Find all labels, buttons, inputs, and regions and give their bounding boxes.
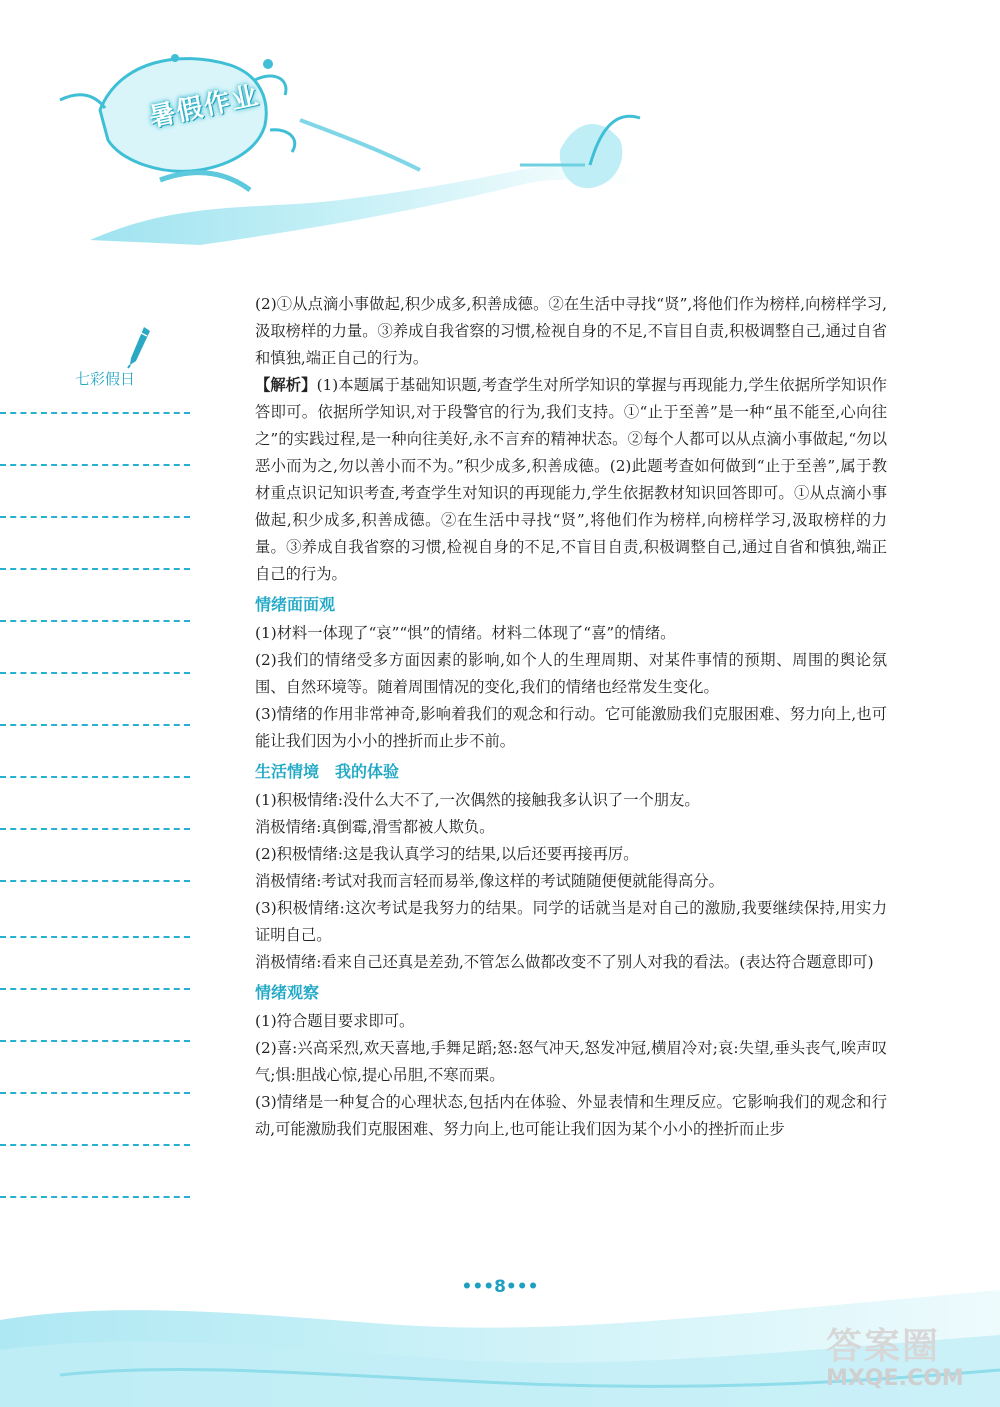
note-line: [0, 620, 190, 622]
note-line: [0, 1092, 190, 1094]
analysis-label: 【解析】: [255, 376, 317, 394]
paragraph: (3)情绪是一种复合的心理状态,包括内在体验、外显表情和生理反应。它影响我们的观念和行动,可能激励我们克服困难、努力向上,也可能让我们因为某个小小的挫折而止步: [255, 1093, 887, 1138]
watermark-logo: 答案圈: [826, 1326, 941, 1367]
section-heading: 情绪观察: [255, 983, 320, 1002]
analysis-text: (1)本题属于基础知识题,考查学生对所学知识的掌握与再现能力,学生依据所学知识作答即可。依据所学知识,对于段警官的行为,我们支持。①“止于至善”是一种“虽不能至,心向往之”的实践过程,是一种向往美好,永不言弃的精神状态。②每个人都可以从点滴小事做起,“勿以恶小而为之,勿以善小而不为。”积少成多,积善成德。(2)此题考查如何做到“止于至善”,属于教材重点识记知识考查,考查学生对知识的再现能力,学生依据教材知识回答即可。①从点滴小事做起,积少成多,积善成德。②在生活中寻找“贤”,将他们作为榜样,向榜样学习,汲取榜样的力量。③养成自我省察的习惯,检视自身的不足,不盲目自责,积极调整自己,通过自省和慎独,端正自己的行为。: [255, 376, 887, 583]
pen-icon: [126, 325, 152, 369]
note-line: [0, 776, 190, 778]
paragraph: (2)喜:兴高采烈,欢天喜地,手舞足蹈;怒:怒气冲天,怒发冲冠,横眉冷对;哀:失望,垂头丧气,唉声叹气;惧:胆战心惊,提心吊胆,不寒而栗。: [255, 1039, 887, 1084]
paragraph: (1)符合题目要求即可。: [255, 1012, 415, 1030]
paragraph: 消极情绪:看来自己还真是差劲,不管怎么做都改变不了别人对我的看法。(表达符合题意即可): [255, 953, 874, 971]
analysis-paragraph: [255, 372, 887, 588]
note-line: [0, 516, 190, 518]
note-line: [0, 880, 190, 882]
paragraph: (2)①从点滴小事做起,积少成多,积善成德。②在生活中寻找“贤”,将他们作为榜样,向榜样学习,汲取榜样的力量。③养成自我省察的习惯,检视自身的不足,不盲目自责,积极调整自己,通过自省和慎独,端正自己的行为。: [255, 295, 887, 367]
paragraph: 消极情绪:考试对我而言轻而易举,像这样的考试随随便便就能得高分。: [255, 872, 724, 890]
paragraph: (3)情绪的作用非常神奇,影响着我们的观念和行动。它可能激励我们克服困难、努力向上,也可能让我们因为小小的挫折而止步不前。: [255, 705, 887, 750]
section-heading: 情绪面面观: [255, 595, 336, 614]
paragraph: (3)积极情绪:这次考试是我努力的结果。同学的话就当是对自己的激励,我要继续保持,用实力证明自己。: [255, 899, 887, 944]
paragraph: (2)积极情绪:这是我认真学习的结果,以后还要再接再厉。: [255, 845, 639, 863]
note-line: [0, 724, 190, 726]
note-line: [0, 412, 190, 414]
note-line: [0, 1144, 190, 1146]
watermark-url: MXQE.COM: [826, 1366, 964, 1391]
paragraph: (1)积极情绪:没什么大不了,一次偶然的接触我多认识了一个朋友。: [255, 791, 700, 809]
section-heading: 生活情境 我的体验: [255, 762, 400, 781]
paragraph: 消极情绪:真倒霉,滑雪都被人欺负。: [255, 818, 495, 836]
page-number: •••8•••: [461, 1277, 539, 1297]
sidebar-label: 七彩假日: [75, 370, 136, 388]
note-line: [0, 464, 190, 466]
note-line: [0, 672, 190, 674]
answer-content: [255, 291, 887, 1143]
note-line: [0, 1196, 190, 1198]
note-line: [0, 988, 190, 990]
note-line: [0, 936, 190, 938]
header-title: 暑假作业: [146, 80, 263, 134]
paragraph: (2)我们的情绪受多方面因素的影响,如个人的生理周期、对某件事情的预期、周围的舆论氛围、自然环境等。随着周围情况的变化,我们的情绪也经常发生变化。: [255, 651, 887, 696]
note-line: [0, 828, 190, 830]
watermark: [826, 1318, 986, 1398]
note-line: [0, 1040, 190, 1042]
paragraph: (1)材料一体现了“哀”“惧”的情绪。材料二体现了“喜”的情绪。: [255, 624, 676, 642]
note-line: [0, 568, 190, 570]
header-decoration: [0, 0, 1000, 260]
